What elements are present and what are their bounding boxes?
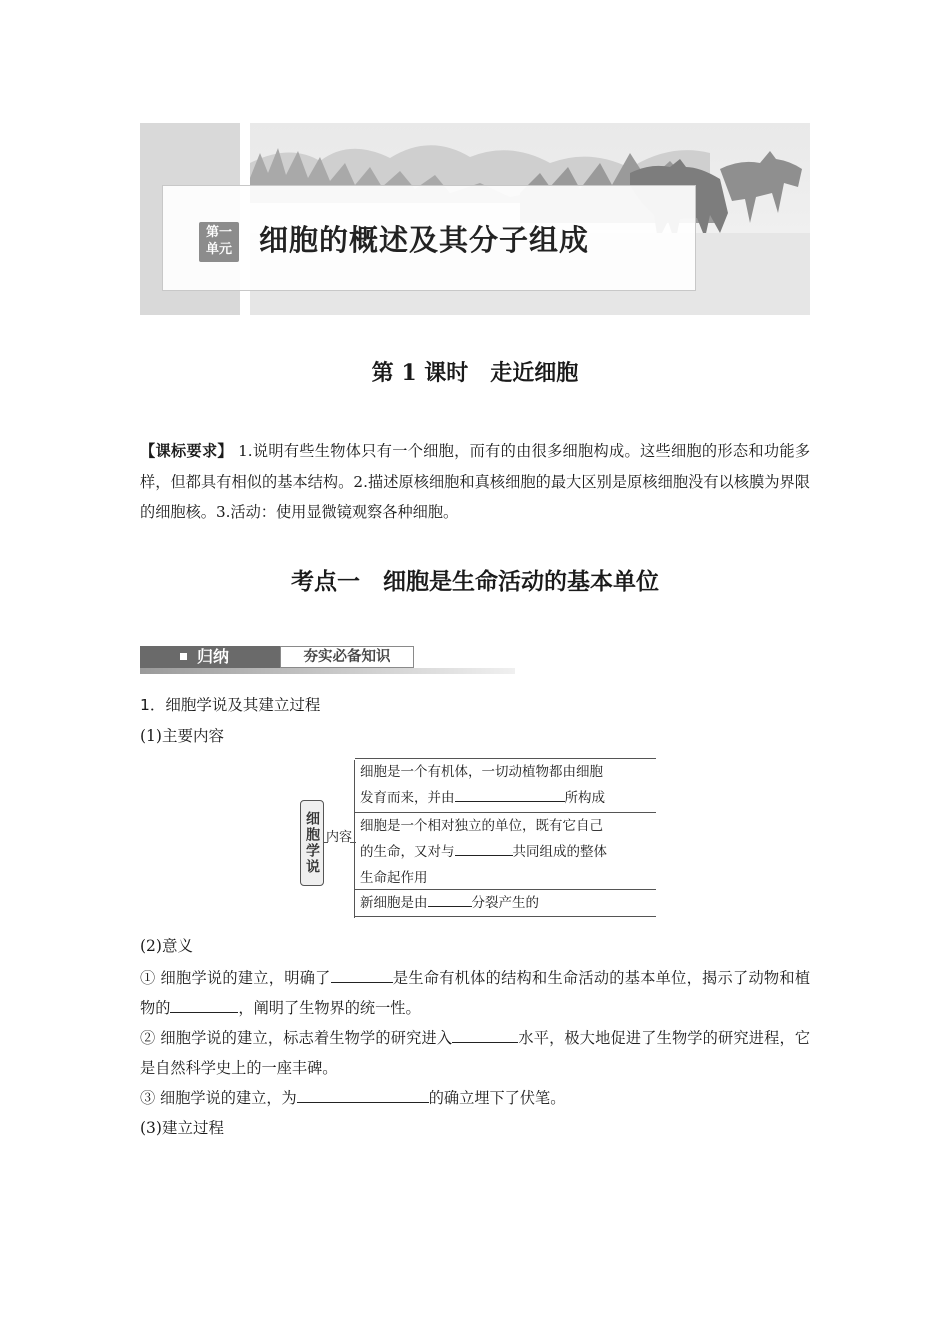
sig1-text-b: 是生命有机体的结构和生命活动的基本单位，揭示了动物和植物的 xyxy=(140,969,811,1017)
diagram-root-node: 细胞学说 xyxy=(300,800,324,886)
box2-line1: 细胞是一个相对独立的单位，既有它自己 xyxy=(360,818,603,834)
fill-blank[interactable] xyxy=(331,968,393,983)
box3-text-a: 新细胞是由 xyxy=(360,895,428,911)
requirements-text: 1.说明有些生物体只有一个细胞，而有的由很多细胞构成。这些细胞的形态和功能多样，但都具有相似的基本结构。2.描述原核细胞和真核细胞的最大区别是原核细胞没有以核膜为界限的细胞核。3.活动：使用显微镜观察各种细胞。 xyxy=(140,442,811,521)
unit-badge-line1: 第一 xyxy=(205,225,232,240)
box1-line1: 细胞是一个有机体，一切动植物都由细胞 xyxy=(360,764,603,780)
requirements-label: 【课标要求】 xyxy=(140,442,233,460)
significance-item-3 xyxy=(140,1083,810,1113)
square-bullet-icon xyxy=(180,653,187,660)
sig1-text-a: ① 细胞学说的建立，明确了 xyxy=(140,969,331,987)
box3-line1 xyxy=(360,890,656,916)
diagram-mid-node: 内容 xyxy=(326,830,353,845)
significance-item-2 xyxy=(140,1023,810,1083)
diagram-box-2 xyxy=(355,812,656,891)
section-bar-dark-label: 归纳 xyxy=(197,647,230,666)
section-bar-dark xyxy=(140,646,280,668)
diagram-box-3 xyxy=(355,889,656,917)
fill-blank[interactable] xyxy=(455,841,513,856)
fill-blank[interactable] xyxy=(297,1088,429,1103)
point-title: 考点一 细胞是生命活动的基本单位 xyxy=(291,568,659,595)
box2-line3: 生命起作用 xyxy=(360,870,428,886)
section-bar-light-label: 夯实必备知识 xyxy=(280,646,414,668)
box2-text-a: 的生命，又对与 xyxy=(360,844,455,860)
unit-badge-line2: 单元 xyxy=(205,242,232,257)
sig3-text-a: ③ 细胞学说的建立，为 xyxy=(140,1089,297,1107)
fill-blank[interactable] xyxy=(452,1028,518,1043)
box1-line2 xyxy=(360,785,656,811)
box2-text-b: 共同组成的整体 xyxy=(512,844,607,860)
fill-blank[interactable] xyxy=(428,892,472,907)
subheading-main-content: (1)主要内容 xyxy=(140,727,224,745)
unit-title: 细胞的概述及其分子组成 xyxy=(259,223,590,257)
curriculum-requirements xyxy=(140,436,810,528)
fill-blank[interactable] xyxy=(455,787,565,802)
cell-theory-diagram xyxy=(298,758,654,920)
unit-badge xyxy=(199,222,239,262)
sig2-text-a: ② 细胞学说的建立，标志着生物学的研究进入 xyxy=(140,1029,453,1047)
subheading-establishment: (3)建立过程 xyxy=(140,1119,224,1137)
subheading-significance: (2)意义 xyxy=(140,937,193,955)
box1-text-b: 所构成 xyxy=(564,790,605,806)
fill-blank[interactable] xyxy=(170,998,238,1013)
unit-title-card xyxy=(162,185,696,291)
box2-line2 xyxy=(360,839,656,865)
sig3-text-b: 的确立埋下了伏笔。 xyxy=(428,1089,566,1107)
box3-text-b: 分裂产生的 xyxy=(471,895,539,911)
sig2-text-b: 水平，极大地促进了生物学的研究进程，它是自然科学史上的一座丰碑。 xyxy=(140,1029,811,1077)
section-bar xyxy=(140,646,515,674)
diagram-box-1 xyxy=(355,758,656,811)
section-bar-underline xyxy=(140,668,515,674)
sig1-text-c: ，阐明了生物界的统一性。 xyxy=(238,999,421,1017)
lesson-title: 第 1 课时 走近细胞 xyxy=(371,360,579,386)
significance-item-1 xyxy=(140,963,810,1023)
box1-text-a: 发育而来，并由 xyxy=(360,790,455,806)
heading-cell-theory: 1．细胞学说及其建立过程 xyxy=(140,696,321,714)
unit-banner xyxy=(140,123,810,315)
